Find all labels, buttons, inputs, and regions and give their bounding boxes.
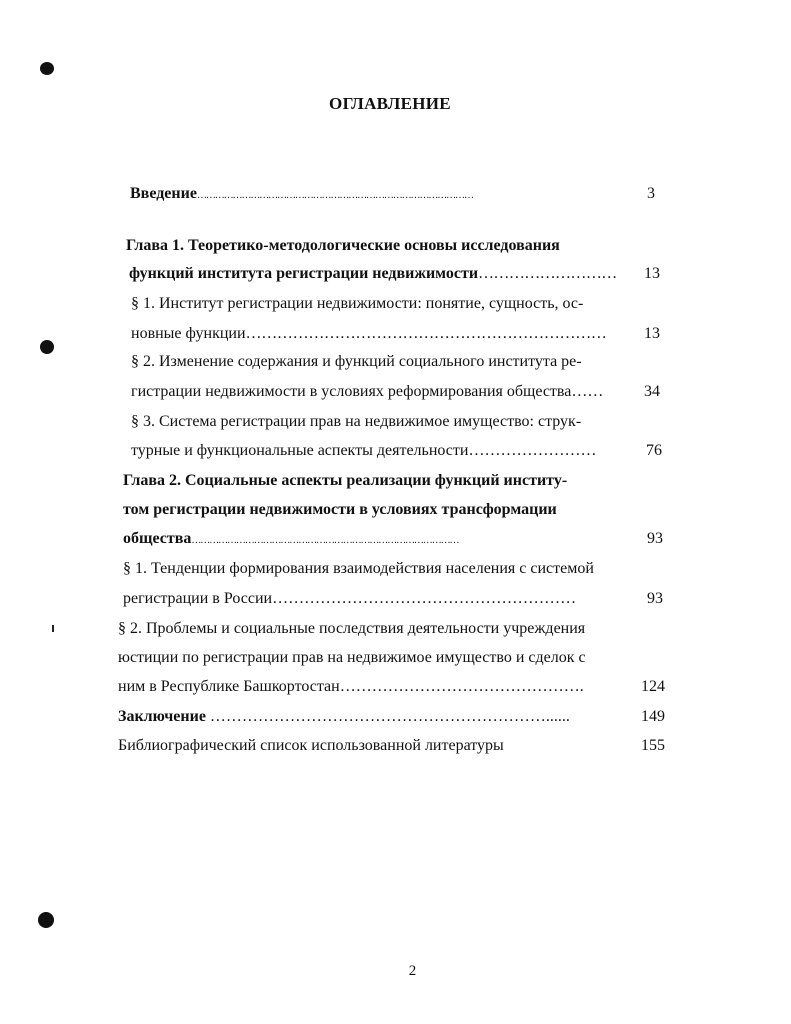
toc-s12-label: гистрации недвижимости в условиях реформирования общества [131, 383, 572, 400]
toc-entry-s21-line2 [123, 589, 576, 609]
toc-page-s22: 124 [641, 678, 665, 695]
toc-entry-conclusion [118, 707, 570, 727]
toc-entry-chapter1-line1: Глава 1. Теоретико-методологические основы исследования [126, 237, 560, 254]
toc-conclusion-label: Заключение [118, 708, 206, 725]
toc-leader-dots: ………………………………………………… [272, 590, 577, 607]
binder-hole-middle [40, 340, 54, 354]
toc-page-conclusion: 149 [641, 708, 665, 725]
toc-s21-label: регистрации в России [123, 590, 273, 607]
toc-entry-s12-line1: § 2. Изменение содержания и функций социального института ре- [131, 353, 582, 370]
toc-ch1-label: функций института регистрации недвижимости [129, 265, 479, 282]
toc-entry-chapter2-line3 [123, 529, 458, 551]
toc-entry-s12-line2 [131, 382, 603, 402]
toc-page-chapter1: 13 [644, 265, 660, 282]
toc-leader-dots: …… [571, 383, 604, 400]
toc-page-intro: 3 [647, 185, 655, 202]
toc-leader-dots: …………………………………………………………… [245, 325, 607, 342]
toc-s13-label: турные и функциональные аспекты деятельности [131, 442, 469, 459]
toc-entry-bibliography: Библиографический список использованной литературы [118, 737, 504, 754]
toc-leader-dots: ………………………………………………………...... [205, 708, 570, 725]
toc-entry-s13-line2 [131, 441, 596, 461]
toc-leader-dots: ………………………………………. [339, 678, 584, 695]
toc-s22-label: ним в Республике Башкортостан [118, 678, 340, 695]
toc-entry-s13-line1: § 3. Система регистрации прав на недвижимое имущество: струк- [131, 413, 582, 430]
toc-title: ОГЛАВЛЕНИЕ [329, 94, 451, 113]
toc-entry-chapter2-line2: том регистрации недвижимости в условиях трансформации [123, 501, 557, 518]
page-number: 2 [408, 963, 417, 979]
toc-leader-dots: …………………… [468, 442, 597, 459]
toc-leader-dots: ……………………………………………………………………………… [191, 535, 459, 546]
toc-page-s11: 13 [644, 325, 660, 342]
binder-hole-top [40, 62, 54, 75]
toc-leader-dots: ………………………………………………………………………………… [196, 190, 473, 201]
toc-entry-s11-line2 [131, 324, 607, 344]
toc-page-s21: 93 [647, 590, 663, 607]
toc-page-s12: 34 [644, 383, 660, 400]
toc-entry-s21-line1: § 1. Тенденции формирования взаимодействия населения с системой [123, 560, 594, 577]
toc-entry-s22-line3 [118, 677, 584, 697]
toc-ch2-label: общества [123, 530, 192, 547]
toc-leader-dots: ……………………… [478, 265, 617, 282]
toc-entry-s22-line2: юстиции по регистрации прав на недвижимое имущество и сделок с [118, 649, 586, 666]
toc-entry-intro [130, 184, 473, 206]
toc-page-bibliography: 155 [641, 737, 665, 754]
toc-entry-s11-line1: § 1. Институт регистрации недвижимости: понятие, сущность, ос- [131, 295, 584, 312]
scan-mark [52, 625, 54, 632]
toc-entry-s22-line1: § 2. Проблемы и социальные последствия деятельности учреждения [118, 620, 586, 637]
toc-page-s13: 76 [646, 442, 662, 459]
toc-page-chapter2: 93 [647, 530, 663, 547]
toc-entry-chapter2-line1: Глава 2. Социальные аспекты реализации функций институ- [123, 472, 568, 489]
toc-s11-label: новные функции [131, 325, 246, 342]
toc-entry-chapter1-line2 [129, 264, 617, 284]
toc-intro-label: Введение [130, 185, 197, 202]
binder-hole-bottom [38, 912, 54, 928]
